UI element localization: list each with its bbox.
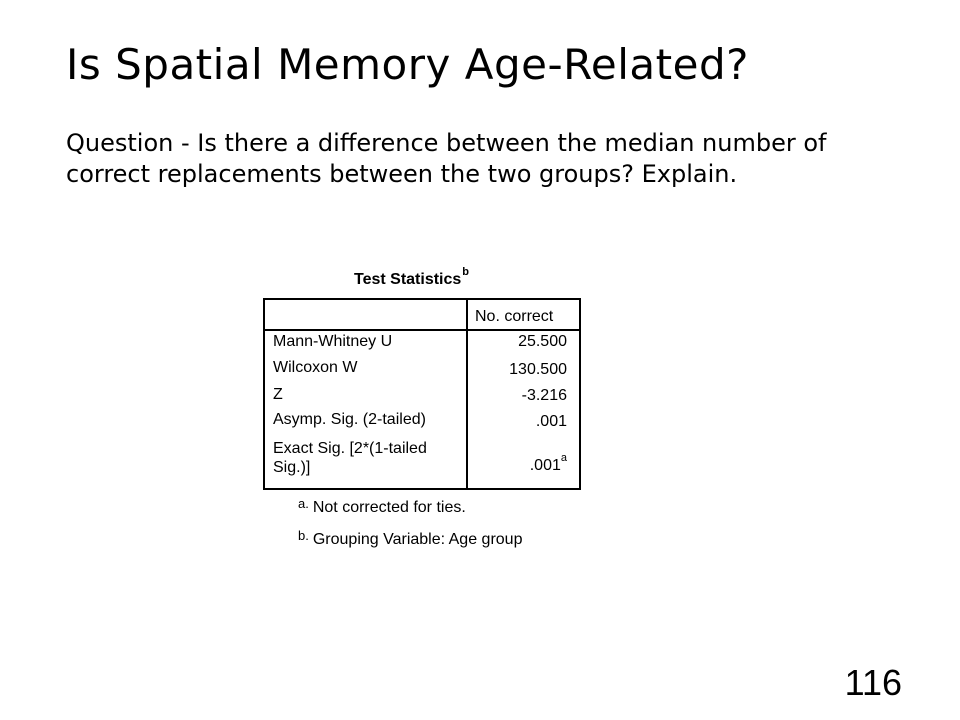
- row-value-exact-sig: [530, 452, 567, 475]
- table-caption: [354, 266, 469, 289]
- table-caption-text: Test Statistics: [354, 271, 462, 288]
- row-value-z: -3.216: [521, 387, 567, 404]
- row-label-z: Z: [273, 386, 283, 403]
- footnote-b: [298, 528, 522, 549]
- row-label-mann-whitney-u: Mann-Whitney U: [273, 333, 393, 350]
- footnote-b-mark: b.: [298, 528, 309, 543]
- exact-sig-value: .001: [529, 457, 561, 474]
- row-label-exact-sig: Exact Sig. [2*(1-tailed Sig.)]: [273, 440, 427, 476]
- footnote-a: [298, 496, 466, 517]
- footnote-a-mark: a.: [298, 496, 309, 511]
- table-caption-footnote-mark: b: [462, 266, 470, 278]
- footnote-a-text: Not corrected for ties.: [312, 499, 466, 516]
- row-value-wilcoxon-w: 130.500: [509, 361, 567, 378]
- row-value-mann-whitney-u: 25.500: [518, 333, 567, 350]
- exact-sig-footnote-mark: a: [560, 452, 567, 464]
- table-header-divider: [265, 329, 579, 331]
- footnote-b-text: Grouping Variable: Age group: [312, 531, 523, 548]
- row-label-asymp-sig: Asymp. Sig. (2-tailed): [273, 411, 426, 428]
- slide-number: 116: [844, 662, 902, 703]
- row-label-wilcoxon-w: Wilcoxon W: [273, 359, 358, 376]
- column-header: No. correct: [475, 308, 554, 325]
- row-value-asymp-sig: .001: [535, 413, 567, 430]
- question-text: Question - Is there a difference between the median number of correct replacements between the two groups? Explain.: [66, 129, 827, 188]
- slide-title: Is Spatial Memory Age-Related?: [66, 40, 749, 89]
- test-statistics-table: [263, 298, 581, 490]
